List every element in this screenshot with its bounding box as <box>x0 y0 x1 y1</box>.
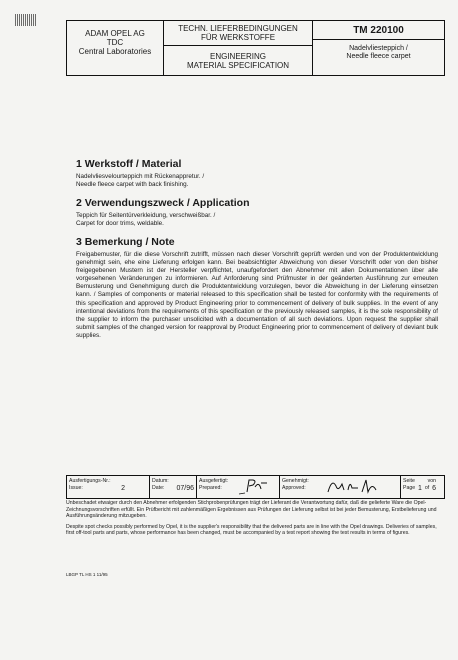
spec-title-en: Needle fleece carpet <box>346 53 411 60</box>
techn-line-2: FÜR WERKSTOFFE <box>200 33 276 42</box>
approved-signature <box>324 476 386 496</box>
approved-cell <box>280 476 401 498</box>
date-cell <box>150 476 197 498</box>
eng-line-1: ENGINEERING <box>209 52 266 61</box>
issue-cell <box>67 476 150 498</box>
prepared-cell <box>197 476 280 498</box>
date-label: Date: <box>152 485 165 491</box>
note-english: Despite spot checks possibly performed by Opel, it is the supplier's responsibility that the delivered parts are in line with the Opel drawings. Deliveries of samples, first off-tool parts and parts, whose performance has been changed, must be accompanied by a test report showing the test results in terms of figures. <box>66 523 437 537</box>
page-value: 1 <box>418 485 422 492</box>
page-label: Page <box>403 485 416 491</box>
techn-line-1: TECHN. LIEFERBEDINGUNGEN <box>178 24 298 33</box>
date-value: 07/96 <box>176 485 194 492</box>
spec-id-cell <box>313 21 444 75</box>
section-line: Needle fleece carpet with back finishing. <box>76 181 189 188</box>
section-note <box>76 236 438 340</box>
von-label: von <box>427 478 436 484</box>
section-line: Nadelvliesvelourteppich mit Rückenappretur. / <box>76 173 205 180</box>
of-label: of <box>424 485 430 491</box>
datum-label: Datum: <box>152 478 169 484</box>
section-material <box>76 158 438 189</box>
page-cell <box>401 476 444 498</box>
approved-label: Approved: <box>282 485 306 491</box>
body-content <box>76 158 438 348</box>
company-dept: TDC <box>106 38 124 47</box>
spec-number: TM 220100 <box>313 21 444 40</box>
note-paragraph: Freigabemuster, für die diese Vorschrift zutrifft, müssen nach dieser Vorschrift geprüft werden und von der Produktentwicklung genehmigt sein, ehe eine Lieferung erfolgen kann. Bei beabsichtigter Abweichung von dieser Vorschrift oder von den bisher freigegebenen Mustern ist der Hersteller verpflichtet, unaufgefordert den Abnehmer mit allen Dokumentationen über alle vorgesehenen Veränderungen zu informieren. Auf Anforderung sind Prüfmuster in der geänderten Ausführung zur erneuten Bemusterung und Genehmigung durch die Produktentwicklung vorzulegen, bevor die Abweichung in der Lieferung einsetzen kann. / Samples of components or material released to this specification shall be tested for conformity with the requirements of this specification and approved by Product Engineering prior to commencement of delivery of bulk supplies. In the event of any intentional deviations from the requirements of this specification or the previously released samples, it is the sole responsibility of the supplier to inform the purchaser unsolicited with a documentation of all such deviations. Upon request the supplier shall submit samples of the changed version for reapproval by Product Engineering prior to commencement of delivery of deviant bulk supplies. <box>76 251 438 339</box>
seite-label: Seite <box>403 478 415 484</box>
prepared-signature <box>237 477 273 495</box>
approval-table <box>66 475 445 499</box>
spec-title-de: Nadelvliesteppich / <box>349 45 408 52</box>
form-code: LBGP TL HS 1 11/95 <box>66 572 108 577</box>
issue-value: 2 <box>121 485 125 492</box>
note-german: Unbeschadet etwaiger durch den Abnehmer erfolgenden Stichprobenprüfungen trägt der Lieferant die Verantwortung dafür, daß die gelieferte Ware die Opel-Zeichnungsvorschriften erfüllt. Ein Prüfbericht mit zahlenmäßigen Ergebnissen aus Prüfungen der Lieferung selbst ist bei jeder Bemusterung, Erstbelieferung und Ausführungsänderung mitzugeben. <box>66 500 437 520</box>
scan-mark <box>15 14 37 26</box>
spec-type-cell <box>164 21 313 75</box>
eng-line-2: MATERIAL SPECIFICATION <box>186 61 290 70</box>
section-heading: 2 Verwendungszweck / Application <box>76 197 250 209</box>
section-line: Teppich für Seitentürverkleidung, verschweißbar. / <box>76 212 216 219</box>
header-table <box>66 20 445 76</box>
ausfertigungs-label: Ausfertigungs-Nr.: <box>69 478 111 484</box>
issue-label: Issue: <box>69 485 83 491</box>
total-pages: 6 <box>432 485 436 492</box>
section-line: Carpet for door trims, weldable. <box>76 220 164 227</box>
ausgefertigt-label: Ausgefertigt: <box>199 478 229 484</box>
genehmigt-label: Genehmigt: <box>282 478 309 484</box>
section-heading: 3 Bemerkung / Note <box>76 236 175 248</box>
company-cell <box>67 21 164 75</box>
prepared-label: Prepared: <box>199 485 222 491</box>
section-heading: 1 Werkstoff / Material <box>76 158 182 170</box>
company-name: ADAM OPEL AG <box>85 29 145 38</box>
section-application <box>76 197 438 228</box>
responsibility-notes <box>66 500 443 541</box>
company-lab: Central Laboratories <box>78 47 152 56</box>
